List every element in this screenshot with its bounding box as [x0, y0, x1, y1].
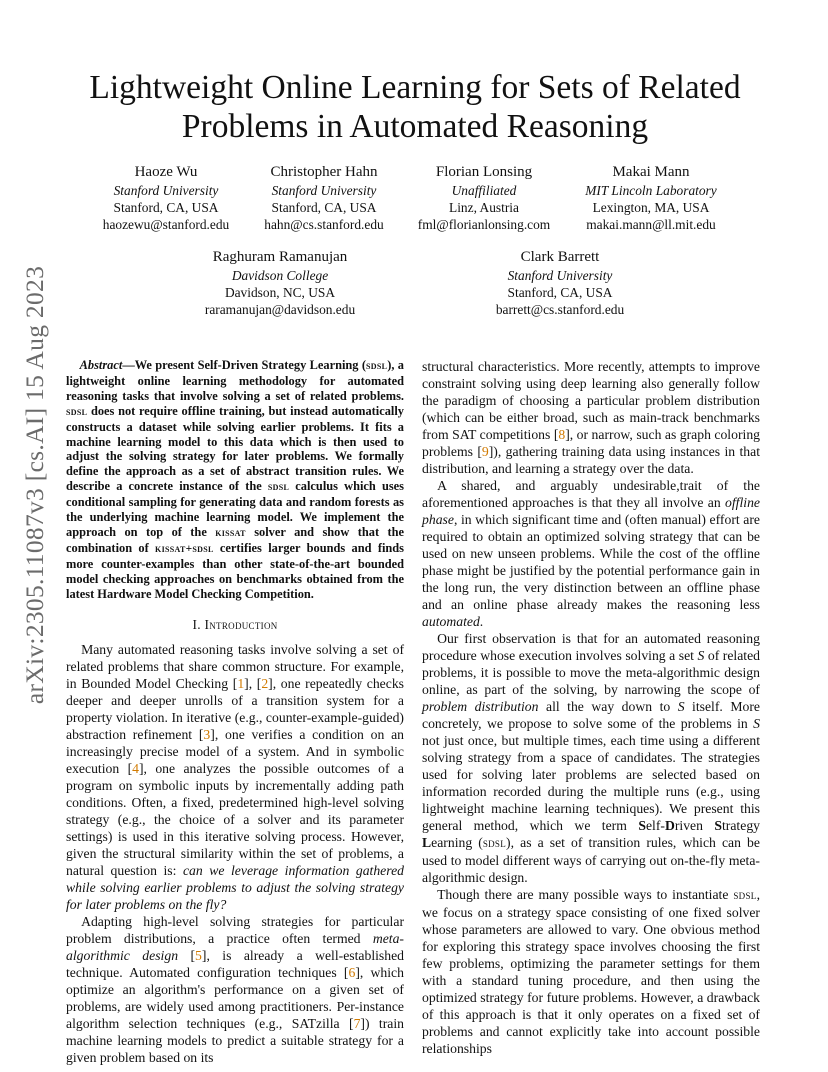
text: ], one repeatedly checks deeper and deeper unrolls of a transition system for a property violation. In iterative (e.g., counter-example-guided) abstraction refinement [ — [66, 675, 405, 742]
text: riven — [674, 818, 715, 833]
sdsl-term: sdsl — [267, 481, 290, 494]
abstract-text: certifies larger bounds and finds more counter-examples than other state-of-the-art bounded model checking approaches on benchmarks obtained from the latest Hardware Model Checking Competition. — [66, 540, 404, 601]
text: ]) train machine learning models to predict a suitable strategy for a given problem based on its — [66, 1015, 404, 1065]
citation-link[interactable]: 5 — [195, 947, 202, 963]
abstract-heading: Abstract — [79, 358, 123, 372]
author-email: haozewu@stanford.edu — [102, 217, 230, 232]
arxiv-identifier — [14, 265, 56, 705]
text: [ — [178, 947, 196, 963]
text: of related problems, it is possible to move the meta-algorithmic design online, as part of the solving, by narrowing the scope of — [422, 648, 760, 697]
arxiv-identifier-text: arXiv:2305.11087v3 [cs.AI] 15 Aug 2023 — [20, 265, 49, 705]
citation-link[interactable]: 3 — [203, 726, 211, 742]
text: structural characteristics. More recently, attempts to improve constraint solving using deep learning also generally follow the paradigm of choosing a particular problem distribution (which can be either broad, such as main-track benchmarks from SAT competitions [ — [422, 359, 760, 442]
author-email: fml@florianlonsing.com — [417, 217, 551, 232]
body-paragraph — [422, 630, 760, 886]
paper-title: Lightweight Online Learning for Sets of Related Problems in Automated Reasoning — [89, 69, 741, 145]
text: Our first observation is that for an automated reasoning procedure whose execution involves solving a set — [422, 631, 760, 663]
abstract-text: does not require offline training, but instead automatically constructs a dataset while solving earlier problems. It fits a machine learning model to this data which is then used to adjust the solving strategy for later problems. We formally define the approach as a set of abstract transition rules. We describe a concrete instance of the — [66, 403, 404, 494]
citation-link[interactable]: 8 — [558, 427, 566, 442]
kissat-term: kissat — [215, 526, 246, 539]
author-location: Stanford, CA, USA — [507, 285, 613, 300]
citation-link[interactable]: 1 — [237, 675, 245, 691]
author-affiliation: Unaffiliated — [451, 183, 517, 198]
author-name: Haoze Wu — [134, 164, 198, 180]
author-name: Makai Mann — [612, 164, 690, 180]
author-name: Clark Barrett — [520, 249, 600, 265]
body-paragraph — [422, 477, 760, 630]
author-location: Stanford, CA, USA — [113, 200, 219, 215]
right-column — [422, 358, 760, 1057]
author-location: Lexington, MA, USA — [592, 200, 710, 215]
text: ]), gathering training data using instances in that distribution, and learning a strategy over the data. — [422, 444, 761, 476]
sdsl-term: sdsl — [733, 888, 757, 902]
author-block — [200, 248, 360, 318]
author-block — [252, 163, 396, 233]
author-block — [486, 248, 634, 318]
emphasis: automated — [422, 614, 480, 629]
citation-link[interactable]: 6 — [348, 964, 356, 980]
body-paragraph — [66, 641, 404, 913]
text: , we focus on a strategy space consisting of one fixed solver whose parameters are allowed to vary. One obvious method for exploring this strategy space involves choosing the first few problems, optimizing the parameter settings for them with a standard tuning procedure, and then using the optimized strategy for future problems. However, a drawback of this approach is that it only operates on a fixed set of problems and cannot explicitly take into account possible relationships — [422, 887, 760, 1056]
body-paragraph — [66, 913, 404, 1066]
emphasis: can we leverage information gathered while solving earlier problems to adjust the solving strategy for later problems on the fly? — [66, 862, 404, 912]
author-affiliation: Stanford University — [113, 183, 219, 198]
math-symbol: S — [677, 699, 685, 714]
text: not just once, but multiple times, each time using a different solving strategy from a space of candidates. The strategies used for solving later problems are selected based on information recorded during the multiple runs (e.g., using lightweight machine learning techniques). We present this general method, which we term — [422, 733, 760, 833]
text: ], [ — [244, 675, 262, 691]
author-affiliation: MIT Lincoln Laboratory — [585, 183, 717, 198]
text: Though there are many possible ways to instantiate — [437, 887, 734, 902]
left-column — [66, 358, 404, 1066]
author-block — [576, 163, 726, 233]
text: trategy — [722, 818, 761, 833]
author-name: Florian Lonsing — [435, 164, 533, 180]
text: A shared, and arguably undesirable,trait of the aforementioned approaches is that they all involve an — [422, 478, 760, 510]
text: ], which optimize an algorithm's performance on a given set of problems, are widely used among practitioners. Per-instance algorithm selection techniques (e.g., SATzilla [ — [66, 964, 404, 1031]
text: ), as a set of transition rules, which can be used to model different ways of carrying out on-the-fly meta-algorithmic design. — [422, 835, 760, 885]
author-location: Davidson, NC, USA — [224, 285, 336, 300]
abstract-text: solver and show that the combination of — [66, 524, 404, 555]
abstract-text: calculus which uses conditional sampling for generating data and random forests as the underlying machine learning model. We implement the approach on top of the — [66, 479, 404, 539]
text: itself. More concretely, we propose to solve some of the problems in — [422, 699, 760, 731]
abstract-text: —We present Self-Driven Strategy Learning ( — [122, 358, 366, 372]
sdsl-term: sdsl — [482, 836, 507, 850]
citation-link[interactable]: 9 — [481, 444, 489, 459]
author-location: Stanford, CA, USA — [271, 200, 377, 215]
abstract-text: ), a lightweight online learning methodology for automated reasoning tasks that involve solving a set of related problems. — [66, 358, 404, 403]
citation-link[interactable]: 7 — [353, 1015, 361, 1031]
abstract — [66, 358, 404, 602]
emphasis: problem distribution — [422, 699, 539, 714]
text: earning ( — [431, 835, 483, 850]
text: ], one analyzes the possible outcomes of a program on symbolic inputs by incrementally adding path conditions. Often, a fixed, predetermined high-level solving strategy (e.g., the choice of a solver and its parameter settings) is used in this iterative solving process. However, given the structural similarity within the set of problems, a natural question is: — [66, 760, 404, 878]
kissat-sdsl-term: kissat+sdsl — [155, 542, 214, 555]
section-heading: I. Introduction — [192, 616, 278, 632]
author-email: hahn@cs.stanford.edu — [264, 217, 384, 232]
text: ], one verifies a condition on an increasingly precise model of a system. And in symbolic execution [ — [66, 726, 405, 776]
text: ], is already a well-established technique. Automated configuration techniques [ — [66, 947, 405, 980]
emphasis: meta-algorithmic design — [66, 930, 404, 963]
citation-link[interactable]: 2 — [261, 675, 269, 691]
author-name: Christopher Hahn — [270, 164, 378, 180]
author-email: makai.mann@ll.mit.edu — [586, 217, 716, 232]
author-email: raramanujan@davidson.edu — [204, 302, 356, 317]
text: Many automated reasoning tasks involve solving a set of related problems that share common structure. For example, in Bounded Model Checking [ — [66, 641, 404, 691]
author-block — [96, 163, 236, 233]
body-paragraph — [422, 886, 760, 1057]
text: elf- — [645, 818, 665, 833]
bold-letter: L — [422, 835, 432, 850]
emphasis: offline phase — [422, 495, 760, 527]
body-paragraph — [422, 358, 760, 477]
text: ], or narrow, such as graph coloring problems [ — [422, 427, 761, 459]
author-block — [410, 163, 558, 233]
bold-letter: D — [664, 818, 675, 833]
author-email: barrett@cs.stanford.edu — [495, 302, 625, 317]
author-affiliation: Stanford University — [507, 268, 613, 283]
bold-letter: S — [714, 818, 722, 833]
author-location: Linz, Austria — [449, 200, 519, 215]
text: Adapting high-level solving strategies for particular problem distributions, a practice often termed — [66, 913, 404, 946]
math-symbol: S — [697, 648, 705, 663]
bold-letter: S — [638, 818, 646, 833]
author-name: Raghuram Ramanujan — [212, 249, 348, 265]
math-symbol: S — [753, 716, 760, 731]
sdsl-term: sdsl — [66, 405, 88, 418]
text: all the way down to — [538, 699, 678, 714]
text: . — [479, 614, 484, 629]
citation-link[interactable]: 4 — [132, 760, 139, 776]
author-affiliation: Stanford University — [271, 183, 377, 198]
text: , in which significant time and (often manual) effort are required to obtain an optimized solving strategy that can be used on new unseen problems. While the cost of the offline phase might be justified by the potential performance gain in the long run, the very distinction between an offline phase and an online phase already makes the reasoning less — [422, 512, 760, 612]
author-affiliation: Davidson College — [231, 268, 329, 283]
sdsl-term: sdsl — [366, 360, 388, 372]
